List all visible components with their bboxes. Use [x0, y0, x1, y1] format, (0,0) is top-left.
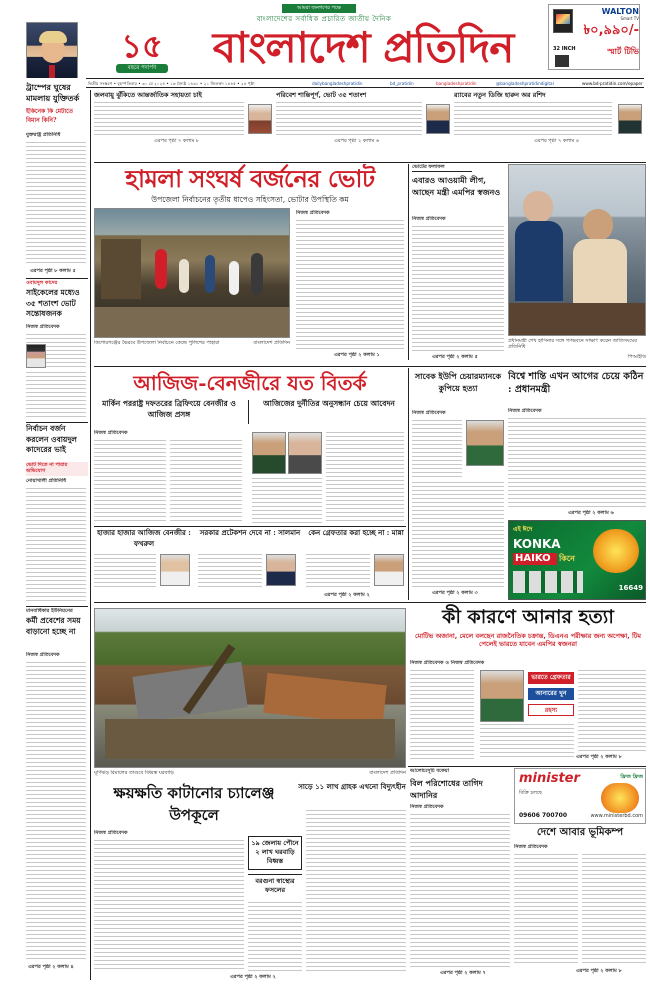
- storm-body-1: [94, 840, 244, 972]
- obaidul-quader-photo: [26, 344, 46, 368]
- epaper-link[interactable]: www.bd-pratidin.com/epaper: [582, 81, 643, 86]
- eu-body-1: [412, 420, 462, 480]
- peace-story: [508, 368, 646, 518]
- minister-phone: 09606 700700: [519, 812, 568, 819]
- pm-meeting-caption: প্রধানমন্ত্রী শেখ হাসিনার সঙ্গে গণভবনে সাক্ষাৎ করেন জাতিসংঘের প্রতিনিধি: [508, 338, 638, 351]
- aziz-body-3: [326, 432, 404, 524]
- eu-continued[interactable]: এরপর পৃষ্ঠা ২ কলাম ৩: [432, 590, 478, 596]
- peace-headline[interactable]: বিশ্বে শান্তি এখন আগের চেয়ে কঠিন : প্রধানমন্ত্রী: [508, 371, 644, 395]
- konka-brand: KONKA: [513, 537, 561, 551]
- aziz-body-6: [198, 554, 262, 590]
- fridge-icon: [601, 783, 639, 813]
- strip1-continued[interactable]: এরপর পৃষ্ঠা ৭ কলাম ৮: [154, 138, 200, 144]
- storm-box3: সাড়ে ১১ লাখ গ্রাহক এখনো বিদ্যুৎহীন: [298, 782, 406, 791]
- minister-brand: minister: [519, 771, 580, 786]
- murder-headline[interactable]: কী কারণে আনার হত্যা: [442, 606, 614, 628]
- aziz-byline: নিজস্ব প্রতিবেদক: [94, 430, 128, 436]
- lead-headline[interactable]: ট্রাম্পের ঘুষের মামলায় যুক্তিতর্ক: [26, 82, 80, 103]
- salman-photo: [266, 554, 296, 586]
- main-photo-caption: কিশোরগঞ্জের ভৈরবে উপজেলা নির্বাচনে কেন্দ্রে পুলিশের পাহারা: [94, 340, 220, 346]
- murder-byline: নিজস্ব প্রতিবেদক ও নিজস্ব প্রতিবেদক: [410, 660, 485, 666]
- main-photo: [94, 208, 290, 338]
- main-photo-credit: বাংলাদেশ প্রতিদিন: [253, 340, 290, 346]
- peace-body: [508, 418, 646, 508]
- storm-story: [94, 604, 406, 980]
- murder-body-2: [480, 724, 574, 760]
- aziz-continued[interactable]: এরপর পৃষ্ঠা ২ কলাম ২: [324, 592, 370, 598]
- storm-body-2: [248, 902, 302, 972]
- benazir-photo: [252, 432, 286, 474]
- tagline-top: আমরা জনগণের পক্ষে: [282, 4, 356, 13]
- murder-label1: ভারতে গ্রেফতার: [528, 672, 574, 684]
- storm-box2: বরগুনা স্বাস্থ্যের ফসলের: [248, 874, 302, 898]
- appliance-icons: [513, 571, 583, 593]
- minister-web: www.ministerbd.com: [590, 813, 643, 819]
- anniversary-text: বছরে পদার্পণ: [116, 64, 168, 73]
- bill-body: [410, 814, 510, 968]
- murder-subhead: মোটিভ অজানা, মেলে বলছেন রাজনৈতিক চক্রান্ত, ডিএনএ পরীক্ষার জন্য অপেক্ষা, টিম পেলেই ভারতে যাবেন এমপির স্বজনরা: [415, 632, 641, 648]
- walton-price: ৳০,৯৯০/-: [583, 23, 639, 38]
- social-facebook[interactable]: dailybangladeshpratidin: [312, 81, 363, 86]
- dateline: দ্বিতীয় সংস্করণ • বৃহস্পতিবার • ৩০ মে ২০২৪ • ১৬ জ্যৈষ্ঠ ১৪৩১ • ২১ জিলকদ ১৪৪৫ • ২৪ পৃষ্ঠা: [88, 81, 255, 86]
- ruling-byline: নিজস্ব প্রতিবেদক: [412, 216, 446, 222]
- minister-text: বিক্রি চলছে: [519, 790, 542, 796]
- eu-body-2: [412, 482, 504, 588]
- eu-chairman-photo: [466, 420, 504, 466]
- aziz-sub5: কেন গ্রেফতার করা হচ্ছে না : মান্না: [308, 528, 404, 537]
- strip3-continued[interactable]: এরপর পৃষ্ঠা ৭ কলাম ৪: [534, 138, 580, 144]
- s2-byline: নিজস্ব প্রতিবেদক: [26, 324, 60, 330]
- tv-icon: [553, 9, 573, 33]
- lead-subhead: ইকিনেক কি মেটাতে বিমান কিনি?: [26, 108, 74, 124]
- pm-small-photo: [248, 104, 272, 134]
- strip3-body: [454, 102, 612, 136]
- quake-body-1: [514, 854, 578, 966]
- bill-story: [410, 768, 510, 980]
- storm-headline[interactable]: ক্ষয়ক্ষতি কাটানোর চ্যালেঞ্জ উপকূলে: [113, 784, 275, 824]
- quake-byline: নিজস্ব প্রতিবেদক: [514, 844, 548, 850]
- aziz-sub2: আজিজের দুর্নীতির অনুসন্ধান চেয়ে আবেদন: [263, 399, 395, 408]
- main-story: [94, 164, 406, 364]
- storm-photo-credit: বাংলাদেশ প্রতিদিন: [369, 770, 406, 776]
- s2-headline[interactable]: সাইকেলের মধ্যেও ৩৫ শতাংশ ভোট সন্তোষজনক: [26, 288, 80, 318]
- quake-body-2: [582, 854, 646, 966]
- peace-continued[interactable]: এরপর পৃষ্ঠা ২ কলাম ৬: [568, 510, 614, 516]
- walton-brand: WALTON: [601, 7, 639, 16]
- tv-icon-2: [555, 55, 569, 67]
- trump-photo: [26, 22, 78, 78]
- aziz-body-7: [306, 554, 370, 590]
- storm-photo: [94, 608, 406, 768]
- konka-label: কিনে: [559, 554, 575, 563]
- social-twitter[interactable]: bd_pratidin: [390, 81, 414, 86]
- main-continued[interactable]: এরপর পৃষ্ঠা ২ কলাম ১: [334, 352, 380, 358]
- s4-byline: নিজস্ব প্রতিবেদক: [26, 652, 60, 658]
- storm-continued[interactable]: এরপর পৃষ্ঠা ২ কলাম ২: [230, 974, 276, 980]
- storm-box1: ১৯ জেলায় পৌনে ২ লাখ ঘরবাড়ি বিধ্বস্ত: [248, 836, 302, 870]
- rab-dg-photo: [426, 104, 450, 134]
- main-headline[interactable]: হামলা সংঘর্ষ বর্জনের ভোট: [125, 164, 375, 193]
- walton-label: স্মার্ট টিভি: [607, 47, 639, 56]
- lead-body: [26, 142, 86, 266]
- aziz-body-2: [170, 440, 242, 524]
- s3-headline[interactable]: নির্বাচন বর্জন করলেন ওবায়দুল কাদেরের ভাই: [26, 424, 77, 454]
- murder-body-1: [410, 670, 474, 760]
- masthead-subtitle: বাংলাদেশের সর্বাধিক প্রচারিত জাতীয় দৈনিক: [256, 15, 392, 23]
- minister-tag: ফ্রিজ ফ্রিজ: [620, 774, 643, 780]
- aziz-story: [94, 368, 406, 600]
- haiko-brand: HAIKO: [513, 553, 557, 565]
- top-strip: [94, 90, 646, 160]
- strip2-headline[interactable]: পরিবেশ শান্তিপূর্ণ, ভোট ৩৫ শতাংশ: [276, 91, 367, 99]
- aziz-photo: [288, 432, 322, 474]
- rab-dg-photo-2: [618, 104, 642, 134]
- walton-ad[interactable]: [548, 4, 640, 70]
- ruling-kicker: ভোটের ফলাফল: [412, 164, 472, 172]
- eu-story: [412, 368, 504, 600]
- social-youtube[interactable]: bangladeshpratidin: [436, 81, 477, 86]
- storm-body-3: [306, 810, 406, 972]
- s4-kicker: মানবাধিকার ইউনিয়নের: [26, 608, 73, 614]
- social-instagram[interactable]: @bangladeshpratidindigital: [496, 81, 554, 86]
- pm-meeting-credit: পিআইডি: [627, 354, 646, 360]
- quake-story: [514, 826, 646, 980]
- walton-size: 32 INCH: [553, 46, 576, 52]
- murder-continued[interactable]: এরপর পৃষ্ঠা ২ কলাম ৮: [576, 754, 622, 760]
- aziz-body-1: [94, 440, 166, 524]
- main-body: [296, 220, 404, 350]
- murder-body-3: [578, 670, 646, 752]
- anar-photo: [480, 670, 524, 722]
- murder-label3: রহস্য: [528, 704, 574, 716]
- s4-headline[interactable]: কর্মী প্রবেশের সময় বাড়ানো হচ্ছে না: [26, 616, 81, 636]
- aziz-sub4: সরকার প্রটেকশন দেবে না : সালমান: [199, 528, 301, 537]
- bill-byline: নিজস্ব প্রতিবেদক: [410, 804, 444, 810]
- masthead: [0, 0, 650, 78]
- masthead-title: বাংলাদেশ প্রতিদিন: [212, 23, 514, 72]
- lead-continued[interactable]: এরপর পৃষ্ঠা ৮ কলাম ৫: [30, 268, 76, 274]
- strip1-body: [94, 102, 244, 136]
- ruling-headline[interactable]: এবারও আওয়ামী লীগ, আছেন মন্ত্রী এমপির স্বজনও: [412, 175, 501, 197]
- konka-ad[interactable]: [508, 520, 646, 600]
- eu-byline: নিজস্ব প্রতিবেদক: [412, 410, 446, 416]
- pm-meeting-photo-block: [508, 164, 646, 364]
- konka-tag: এই ঈদে: [513, 526, 533, 533]
- manna-photo: [374, 554, 404, 586]
- s3-body: [26, 488, 86, 604]
- anniversary-badge: [108, 30, 176, 76]
- s4-continued[interactable]: এরপর পৃষ্ঠা ২ কলাম ৪: [28, 964, 74, 970]
- bill-kicker: আলোচ্যসূচি বকেয়া: [410, 768, 450, 774]
- s2-kicker: ওবায়দুল কাদের: [26, 280, 58, 286]
- strip3-headline[interactable]: র‍্যাবের নতুন ডিজি হারুন অর রশিদ: [454, 91, 546, 99]
- lead-byline: যুক্তরাষ্ট্র প্রতিনিধি: [26, 132, 61, 138]
- aziz-body-5: [94, 554, 156, 590]
- walton-sub: Smart TV: [620, 16, 639, 21]
- main-byline: নিজস্ব প্রতিবেদক: [296, 210, 330, 216]
- s2-body-2: [26, 372, 86, 420]
- minister-ad[interactable]: [514, 768, 646, 824]
- gift-box-icon: [593, 529, 639, 573]
- aziz-sub1: মার্কিন পররাষ্ট্র দফতরের ব্রিফিংয়ে বেনজীর ও আজিজ প্রসঙ্গ: [102, 399, 236, 419]
- anniversary-number: ১৫: [121, 30, 163, 64]
- ruling-body: [412, 226, 504, 352]
- aziz-sub3: হাজার হাজার আজিজ বেনজীর : ফখরুল: [97, 528, 191, 548]
- s3-kicker: ভোট দিতে না পারার অভিযোগ: [26, 462, 88, 476]
- quake-headline[interactable]: দেশে আবার ভূমিকম্প: [536, 827, 624, 838]
- konka-hotline: 16649: [618, 584, 643, 592]
- storm-byline: নিজস্ব প্রতিবেদক: [94, 830, 128, 836]
- strip2-continued[interactable]: এরপর পৃষ্ঠা ২ কলাম ৬: [334, 138, 380, 144]
- s3-byline: নোয়াখালী প্রতিনিধি: [26, 478, 67, 484]
- peace-byline: নিজস্ব প্রতিবেদক: [508, 408, 542, 414]
- aziz-body-4: [252, 478, 322, 524]
- pm-meeting-photo: [508, 164, 646, 336]
- s4-body: [26, 662, 86, 962]
- strip2-body: [276, 102, 422, 136]
- fakhrul-photo: [160, 554, 190, 586]
- left-column: [26, 80, 88, 980]
- dateline-bar: [86, 78, 644, 88]
- quake-continued[interactable]: এরপর পৃষ্ঠা ২ কলাম ৮: [576, 968, 622, 974]
- ruling-party-story: [412, 164, 504, 364]
- ruling-continued[interactable]: এরপর পৃষ্ঠা ২ কলাম ৫: [432, 354, 478, 360]
- murder-story: [410, 604, 646, 764]
- murder-label2: আনারের খুন: [528, 688, 574, 700]
- bill-continued[interactable]: এরপর পৃষ্ঠা ২ কলাম ৭: [440, 970, 486, 976]
- bill-headline[interactable]: বিল পরিশোধের তাগিদ আদানির: [410, 778, 483, 800]
- eu-headline[interactable]: সাবেক ইউপি চেয়ারম্যানকে কুপিয়ে হত্যা: [414, 371, 502, 393]
- aziz-headline[interactable]: আজিজ-বেনজীরে যত বিতর্ক: [133, 371, 367, 395]
- storm-photo-caption: ঘূর্ণিঝড় রিমালের তাণ্ডবে বিধ্বস্ত ঘরবাড়ি: [94, 770, 174, 776]
- main-subhead: উপজেলা নির্বাচনের তৃতীয় ধাপেও সহিংসতা, ভোটার উপস্থিতি কম: [151, 195, 349, 204]
- strip1-headline[interactable]: জলবায়ু ঝুঁকিতে আন্তর্জাতিক সহায়তা চাই: [94, 91, 202, 99]
- column-divider: [90, 90, 91, 980]
